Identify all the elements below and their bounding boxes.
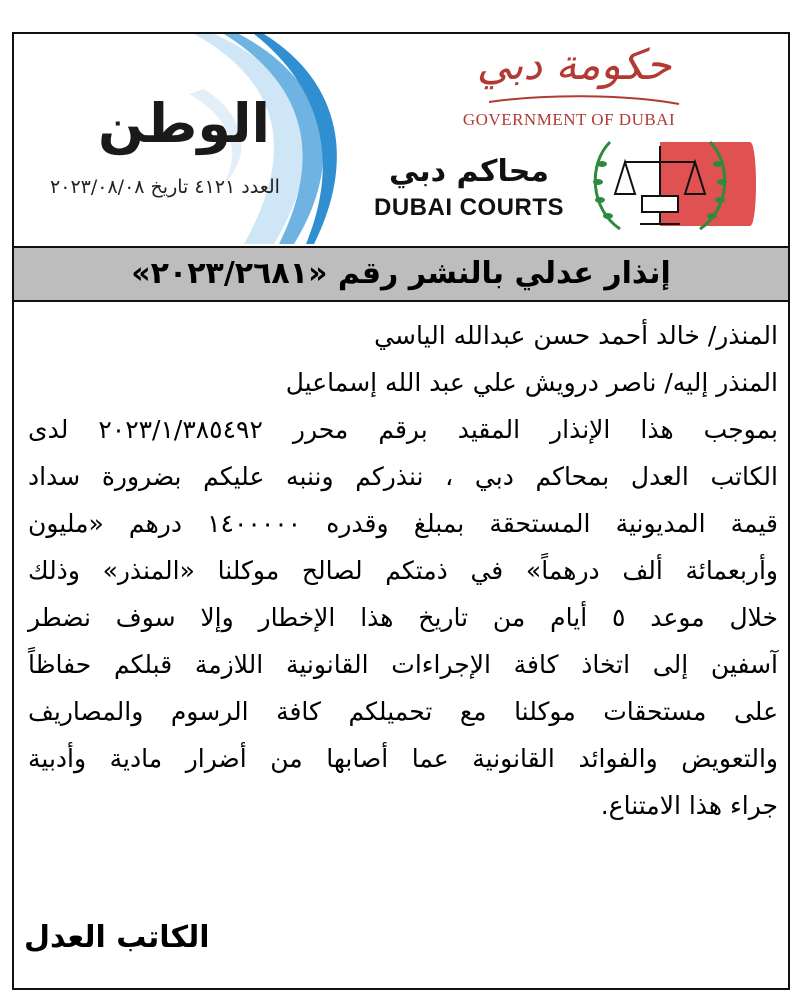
notice-line: والتعويض والفوائد القانونية عما أصابها من أضرار مادية وأدبية [28,744,778,773]
newspaper-name: الوطن [97,92,271,155]
government-logo-swash [484,92,684,112]
dubai-courts-emblem-icon [580,134,760,234]
notice-line: بموجب هذا الإنذار المقيد برقم محرر ٢٠٢٣/١/٣٨٥٤٩٢ لدى [28,415,778,444]
courts-name-arabic: محاكم دبي [389,154,549,189]
notice-body [28,312,778,829]
government-name-arabic: حكومة دبي [476,40,672,89]
notice-line: الكاتب العدل بمحاكم دبي ، ننذركم وننبه عليكم بضرورة سداد [28,462,778,491]
notice-line: قيمة المديونية المستحقة بمبلغ وقدره ١٤٠٠٠٠٠ درهم «مليون [28,509,779,538]
notice-line-claimant: المنذر/ خالد أحمد حسن عبدالله الياسي [374,321,778,350]
notary-signature: الكاتب العدل [24,920,210,955]
notice-frame [12,32,790,990]
notice-line: آسفين إلى اتخاذ كافة الإجراءات القانونية اللازمة قبلكم حفاظاً [28,650,778,679]
notice-line-last: جراء هذا الامتناع. [600,791,778,820]
notice-title: إنذار عدلي بالنشر رقم «٢٠٢٣/٢٦٨١» [131,256,671,291]
notice-line: وأربعمائة ألف درهماً» في ذمتكم لصالح موكلنا «المنذر» وذلك [28,556,778,585]
notice-line: على مستحقات موكلنا مع تحميلكم كافة الرسوم والمصاريف [28,697,778,726]
notice-title-bar [14,246,788,302]
courts-name-english: DUBAI COURTS [374,194,564,221]
notice-line: خلال موعد ٥ أيام من تاريخ هذا الإخطار وإلا سوف نضطر [28,603,778,632]
government-name-english: GOVERNMENT OF DUBAI [462,110,676,129]
notice-header [14,34,788,244]
issue-date-line: العدد ٤١٢١ تاريخ ٢٠٢٣/٠٨/٠٨ [50,176,280,198]
notice-line-respondent: المنذر إليه/ ناصر درويش علي عبد الله إسماعيل [285,368,778,397]
